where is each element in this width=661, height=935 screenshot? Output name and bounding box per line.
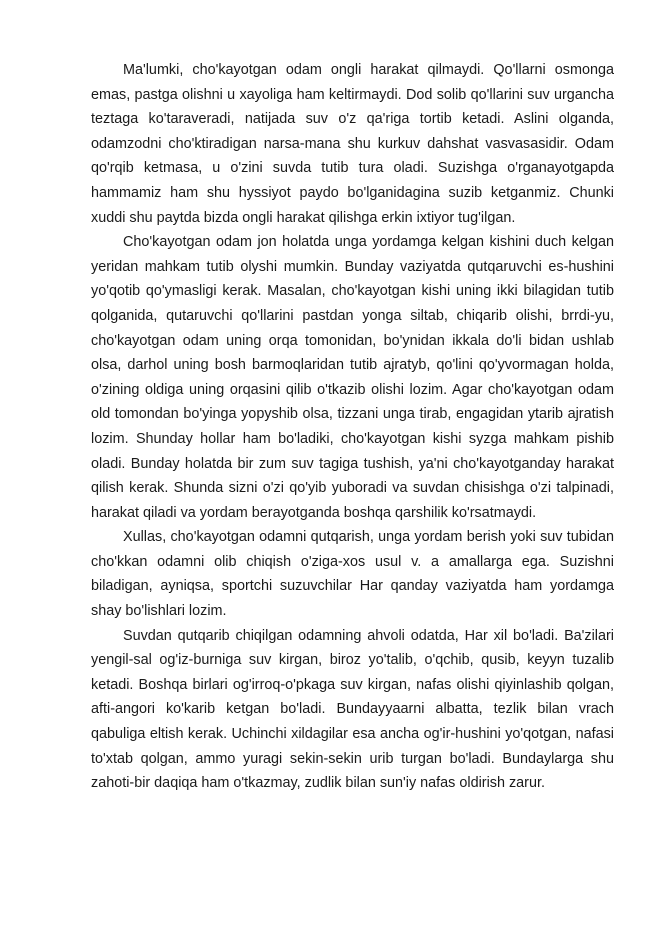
paragraph-3: Xullas, cho'kayotgan odamni qutqarish, unga yordam berish yoki suv tubidan cho'kkan odamni olib chiqish o'ziga-xos usul v. a amallarga ega. Suzishni biladigan, ayniqsa, sportchi suzuvchilar Har qanday vaziyatda ham yordamga shay bo'lishlari lozim. (91, 529, 614, 620)
paragraph-4: Suvdan qutqarib chiqilgan odamning ahvoli odatda, Har xil bo'ladi. Ba'zilari yengil-sal og'iz-burniga suv kirgan, biroz yo'talib, o'qchib, qusib, keyyn tuzalib ketadi. Boshqa birlari og'irroq-o'pkaga suv kirgan, nafas olishi qiyinlashib qolgan, afti-angori ko'karib ketgan bo'ladi. Bundayyaarni albatta, tezlik bilan vrach qabuliga eltish kerak. Uchinchi xildagilar esa ancha og'ir-hushini yo'qotgan, nafasi to'xtab qolgan, ammo yuragi sekin-sekin urib turgan bo'ladi. Bundaylarga shu zahoti-bir daqiqa ham o'tkazmay, zudlik bilan sun'iy nafas oldirish zarur. (91, 627, 614, 792)
paragraph-2: Cho'kayotgan odam jon holatda unga yordamga kelgan kishini duch kelgan yeridan mahkam tutib olyshi mumkin. Bunday vaziyatda qutqaruvchi es-hushini yo'qotib qo'ymasligi kerak. Masalan, cho'kayotgan kishi uning ikki bilagidan tutib qolganida, qutaruvchi qo'llarini pastdan yonga siltab, chiqarib olishi, brrdi-yu, cho'kayotgan odam uning orqa tomonidan, bo'ynidan ikkala do'li bidan ushlab olsa, darhol uning bosh barmoqlaridan tutib ajratyb, qo'lini qo'yvormagan holda, o'zining oldiga uning orqasini qilib o'tkazib olishi lozim. Agar cho'kayotgan odam old tomondan bo'yinga yopyshib olsa, tizzani unga tirab, engagidan ytarib ajratish lozim. Shunday hollar ham bo'ladiki, cho'kayotgan kishi syzga mahkam pishib oladi. Bunday holatda bir zum suv tagiga tushish, ya'ni cho'kayotganday harakat qilish kerak. Shunda sizni o'zi qo'yib yuboradi va suvdan chisishga o'zi talpinadi, harakat qiladi va yordam berayotganda boshqa qarshilik ko'rsatmaydi. (91, 234, 614, 521)
document-body (91, 58, 614, 796)
paragraph-1: Ma'lumki, cho'kayotgan odam ongli harakat qilmaydi. Qo'llarni osmonga emas, pastga olishni u xayoliga ham keltirmaydi. Dod solib qo'llarini suv urgancha teztaga ko'taraveradi, natijada suv o'z qa'riga tortib ketadi. Aslini olganda, odamzodni cho'ktiradigan narsa-mana shu kurkuv dahshat vasvasasidir. Odam qo'rqib ketmasa, u o'zini suvda tutib tura oladi. Suzishga o'rganayotgapda hammamiz ham shu hyssiyot paydo bo'lganidagina suzib ketganmiz. Chunki xuddi shu paytda bizda ongli harakat qilishga erkin ixtiyor tug'ilgan. (91, 62, 614, 226)
